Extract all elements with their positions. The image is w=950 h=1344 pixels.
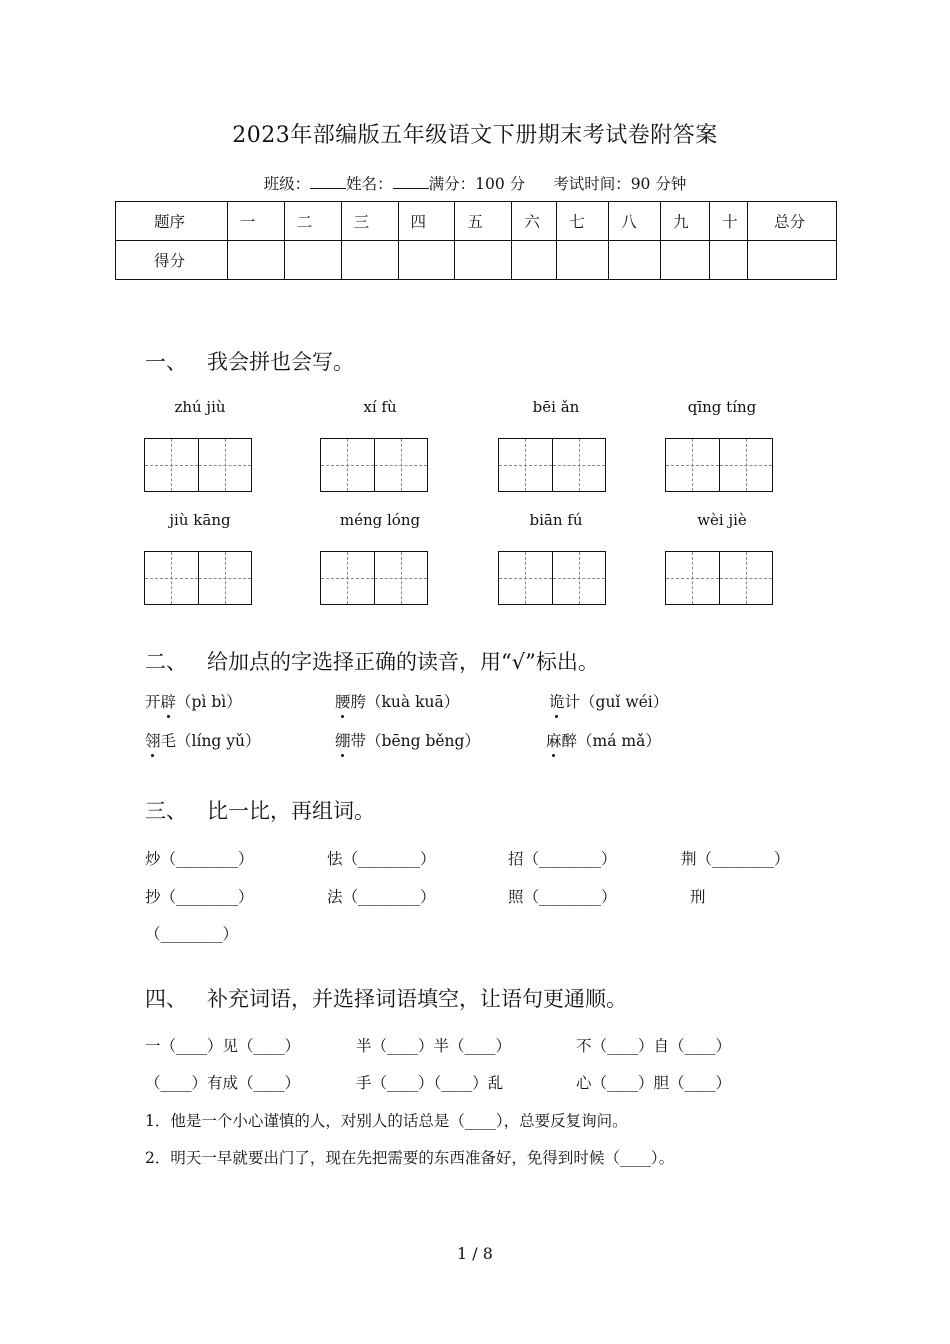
score-cell[interactable]: [398, 241, 455, 280]
section-1-heading: 一、 我会拼也会写。: [145, 350, 354, 374]
score-header-cell: 五: [455, 202, 512, 241]
word-item[interactable]: 怯（________）: [327, 850, 436, 868]
time-label: 考试时间：90 分钟: [553, 175, 687, 193]
reading-item: 翎毛（líng yǔ）: [145, 729, 261, 751]
score-table-header-row: [116, 202, 837, 241]
pinyin-label: bēi ǎn: [532, 398, 580, 416]
score-header-cell: 六: [512, 202, 557, 241]
pinyin-label: xí fù: [363, 398, 397, 416]
score-header-cell: 四: [398, 202, 455, 241]
word-item[interactable]: （________）: [145, 925, 239, 943]
section-3-heading: 三、 比一比，再组词。: [145, 799, 375, 823]
page-number: 1 / 8: [457, 1244, 493, 1263]
class-label: 班级：: [263, 175, 311, 193]
word-item[interactable]: 照（________）: [508, 888, 617, 906]
score-header-cell: 题序: [116, 202, 228, 241]
word-item[interactable]: 荆（________）: [681, 850, 790, 868]
score-header-cell: 总分: [748, 202, 837, 241]
idiom-item[interactable]: 一（____）见（____）: [145, 1037, 301, 1055]
idiom-item[interactable]: 半（____）半（____）: [356, 1037, 512, 1055]
word-item: 刑: [690, 888, 706, 906]
reading-item: 绷带（bēng běng）: [335, 729, 480, 751]
idiom-item[interactable]: 不（____）自（____）: [576, 1037, 732, 1055]
fill-question[interactable]: 2．明天一早就要出门了，现在先把需要的东西准备好，免得到时候（____）。: [145, 1149, 675, 1167]
score-label: 满分：100 分: [428, 175, 526, 193]
score-cell[interactable]: [609, 241, 661, 280]
word-item[interactable]: 招（________）: [508, 850, 617, 868]
writing-grid[interactable]: [320, 551, 428, 605]
page-title: 2023年部编版五年级语文下册期末考试卷附答案: [232, 123, 718, 148]
reading-item: 腰胯（kuà kuā）: [335, 690, 459, 712]
pinyin-label: qīng tíng: [687, 398, 757, 416]
score-row-label: 得分: [116, 241, 228, 280]
pinyin-label: zhú jiù: [174, 398, 226, 416]
writing-grid[interactable]: [665, 438, 773, 492]
word-item[interactable]: 法（________）: [327, 888, 436, 906]
class-blank: [310, 174, 346, 189]
section-2-heading: 二、 给加点的字选择正确的读音，用“√”标出。: [145, 650, 599, 674]
writing-grid[interactable]: [665, 551, 773, 605]
idiom-item[interactable]: 心（____）胆（____）: [576, 1074, 732, 1092]
score-header-cell: 一: [227, 202, 284, 241]
score-header-cell: 十: [710, 202, 748, 241]
pinyin-label: jiù kāng: [169, 511, 231, 529]
idiom-item[interactable]: （____）有成（____）: [145, 1074, 301, 1092]
writing-grid[interactable]: [498, 438, 606, 492]
section-4-heading: 四、 补充词语，并选择词语填空，让语句更通顺。: [145, 987, 627, 1011]
score-cell[interactable]: [557, 241, 609, 280]
score-header-cell: 八: [609, 202, 661, 241]
score-cell[interactable]: [748, 241, 837, 280]
score-table-row: [116, 241, 837, 280]
score-header-cell: 九: [661, 202, 710, 241]
writing-grid[interactable]: [320, 438, 428, 492]
score-header-cell: 三: [341, 202, 398, 241]
exam-info: [0, 172, 950, 194]
pinyin-label: méng lóng: [339, 511, 421, 529]
score-cell[interactable]: [284, 241, 341, 280]
fill-question[interactable]: 1．他是一个小心谨慎的人，对别人的话总是（____），总要反复询问。: [145, 1112, 628, 1130]
score-cell[interactable]: [341, 241, 398, 280]
score-header-cell: 二: [284, 202, 341, 241]
score-cell[interactable]: [455, 241, 512, 280]
score-cell[interactable]: [512, 241, 557, 280]
writing-grid[interactable]: [144, 438, 252, 492]
score-table: [115, 201, 837, 280]
reading-item: 开辟（pì bì）: [145, 690, 242, 712]
writing-grid[interactable]: [144, 551, 252, 605]
name-label: 姓名：: [346, 175, 393, 193]
score-cell[interactable]: [661, 241, 710, 280]
score-cell[interactable]: [227, 241, 284, 280]
name-blank: [393, 174, 429, 189]
writing-grid[interactable]: [498, 551, 606, 605]
word-item[interactable]: 抄（________）: [145, 888, 254, 906]
score-cell[interactable]: [710, 241, 748, 280]
pinyin-label: biān fú: [529, 511, 583, 529]
word-item[interactable]: 炒（________）: [145, 850, 254, 868]
reading-item: 麻醉（má mǎ）: [546, 729, 661, 751]
idiom-item[interactable]: 手（____）（____）乱: [356, 1074, 504, 1092]
pinyin-label: wèi jiè: [697, 511, 747, 529]
reading-item: 诡计（guǐ wéi）: [549, 690, 668, 712]
score-header-cell: 七: [557, 202, 609, 241]
